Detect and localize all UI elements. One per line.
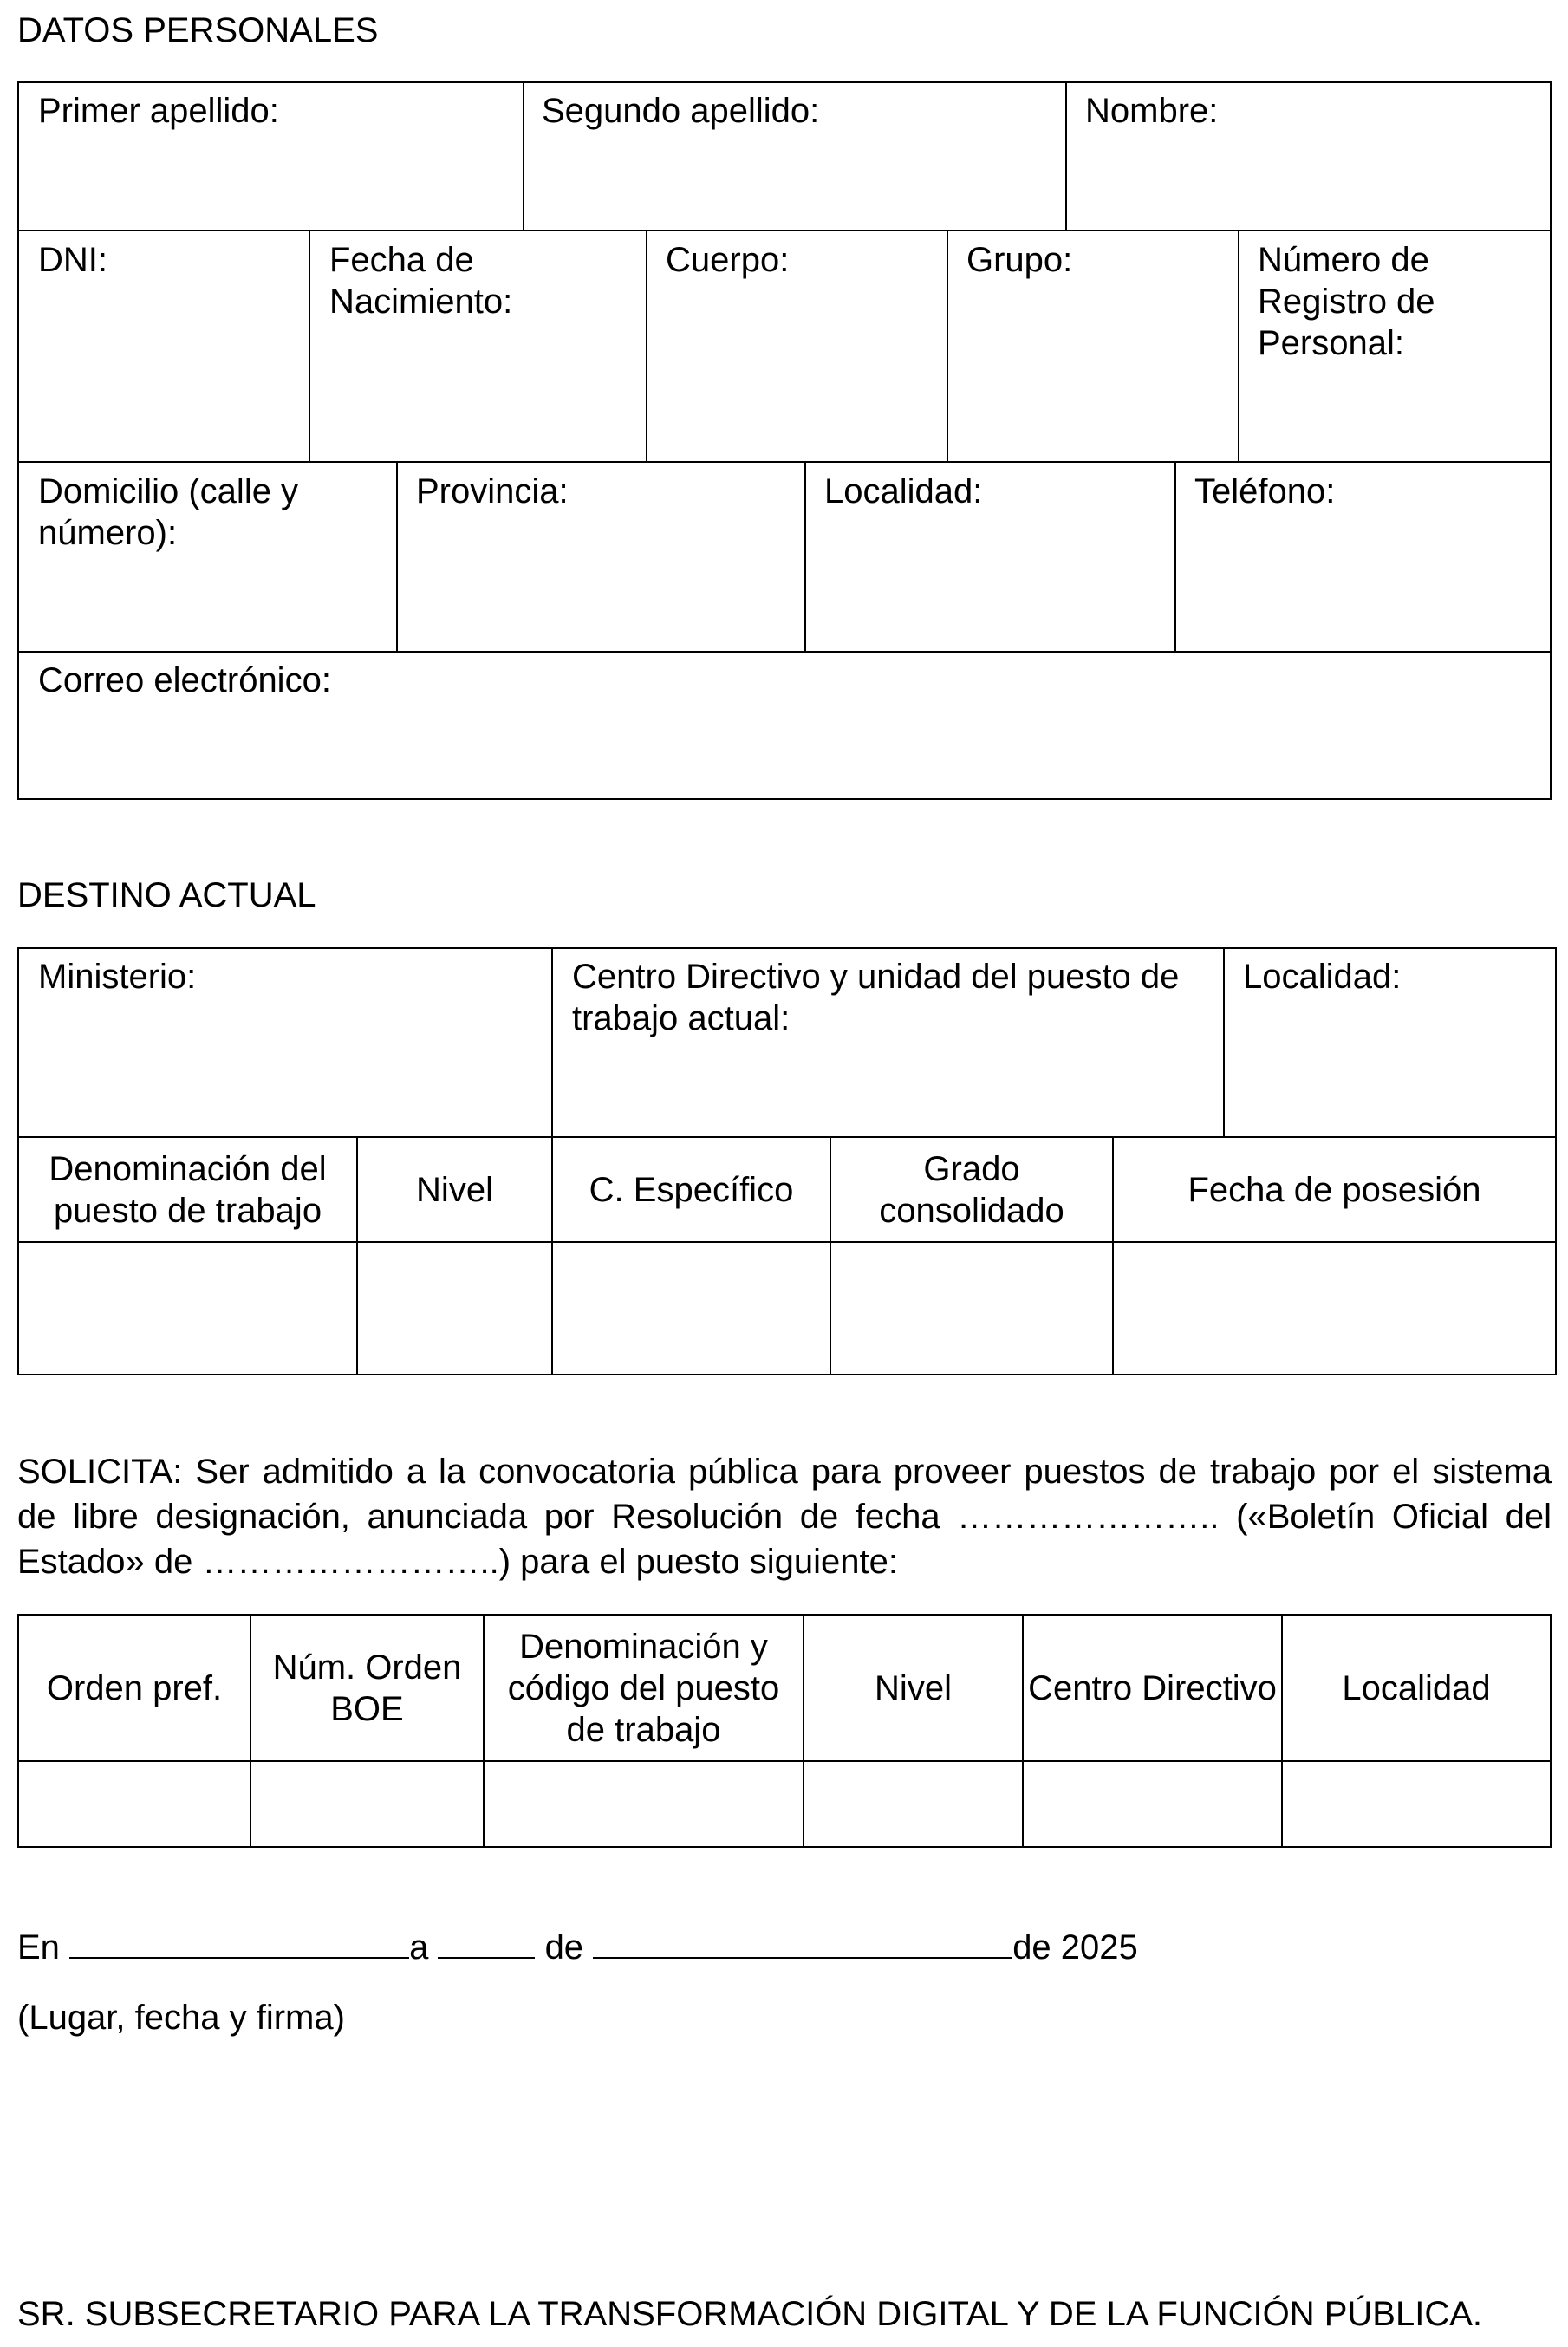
dni-field[interactable]: DNI: — [38, 241, 107, 279]
de-label: de — [544, 1928, 584, 1967]
num-orden-boe-input[interactable] — [251, 1762, 483, 1846]
header-nivel-solicitado: Nivel — [875, 1668, 952, 1707]
signature-line — [17, 1922, 1138, 1968]
header-centro-directivo: Centro Directivo — [1028, 1668, 1277, 1707]
year-label: de 2025 — [1012, 1928, 1138, 1967]
provincia-field[interactable]: Provincia: — [416, 472, 569, 510]
centro-directivo-field[interactable]: Centro Directivo y unidad del puesto de trabajo actual: — [572, 958, 1180, 1037]
header-c-especifico: C. Específico — [589, 1170, 794, 1209]
segundo-apellido-field[interactable]: Segundo apellido: — [542, 92, 820, 130]
header-denominacion-codigo: Denominación y código del puesto de trabajo — [507, 1627, 780, 1749]
fecha-nacimiento-field[interactable]: Fecha de Nacimiento: — [329, 241, 513, 321]
registro-personal-field[interactable]: Número de Registro de Personal: — [1258, 241, 1435, 362]
primer-apellido-field[interactable]: Primer apellido: — [38, 92, 279, 130]
denominacion-codigo-input[interactable] — [485, 1762, 803, 1846]
telefono-field[interactable]: Teléfono: — [1194, 472, 1336, 510]
grado-consolidado-input[interactable] — [831, 1243, 1112, 1374]
nivel-solicitado-input[interactable] — [804, 1762, 1022, 1846]
solicita-paragraph: SOLICITA: Ser admitido a la convocatoria pública para proveer puestos de trabajo por el sistema de libre designación, anunciada por Resolución de fecha ………………….. («Boletín Oficial del Estado» de ……………………..) para el puesto siguiente: — [17, 1453, 1552, 1581]
cuerpo-field[interactable]: Cuerpo: — [666, 241, 790, 279]
header-grado-consolidado: Grado consolidado — [879, 1149, 1064, 1230]
nombre-field[interactable]: Nombre: — [1085, 92, 1219, 130]
en-label: En — [17, 1928, 60, 1967]
correo-field[interactable]: Correo electrónico: — [38, 661, 331, 699]
denominacion-puesto-input[interactable] — [19, 1243, 356, 1374]
orden-pref-input[interactable] — [19, 1762, 250, 1846]
header-localidad: Localidad — [1342, 1668, 1491, 1707]
header-nivel: Nivel — [416, 1170, 493, 1209]
nivel-input[interactable] — [358, 1243, 551, 1374]
header-fecha-posesion: Fecha de posesión — [1187, 1170, 1481, 1209]
section-title-datos-personales: DATOS PERSONALES — [17, 11, 379, 49]
a-label: a — [409, 1928, 429, 1967]
ministerio-field[interactable]: Ministerio: — [38, 958, 197, 996]
mes-blank[interactable] — [593, 1922, 1012, 1959]
addressee: SR. SUBSECRETARIO PARA LA TRANSFORMACIÓN DIGITAL Y DE LA FUNCIÓN PÚBLICA. — [17, 2295, 1483, 2333]
section-title-destino-actual: DESTINO ACTUAL — [17, 876, 316, 914]
centro-directivo-input[interactable] — [1024, 1762, 1281, 1846]
grupo-field[interactable]: Grupo: — [966, 241, 1073, 279]
dia-blank[interactable] — [438, 1922, 535, 1959]
header-denominacion-puesto: Denominación del puesto de trabajo — [49, 1149, 327, 1230]
localidad-solicitada-input[interactable] — [1283, 1762, 1550, 1846]
header-orden-pref: Orden pref. — [46, 1668, 223, 1707]
domicilio-field[interactable]: Domicilio (calle y número): — [38, 472, 299, 552]
header-num-orden-boe: Núm. Orden BOE — [272, 1648, 462, 1728]
localidad-field[interactable]: Localidad: — [824, 472, 983, 510]
c-especifico-input[interactable] — [553, 1243, 830, 1374]
lugar-blank[interactable] — [69, 1922, 409, 1959]
fecha-posesion-input[interactable] — [1114, 1243, 1555, 1374]
localidad-destino-field[interactable]: Localidad: — [1243, 958, 1402, 996]
signature-hint: (Lugar, fecha y firma) — [17, 1999, 345, 2037]
